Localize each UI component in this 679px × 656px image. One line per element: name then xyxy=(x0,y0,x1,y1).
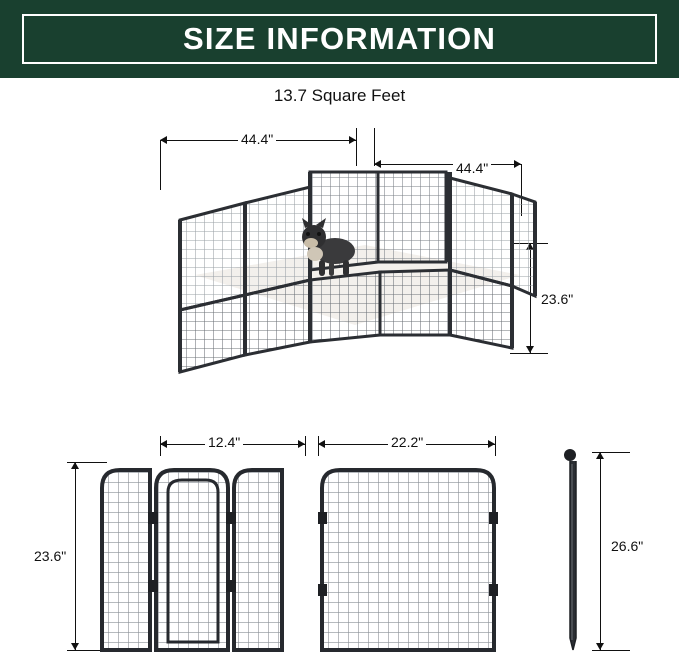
small-panel-width-arrow-left xyxy=(160,440,167,448)
top-right-width-label: 44.4" xyxy=(453,160,491,176)
page-title: SIZE INFORMATION xyxy=(182,21,497,56)
large-panel-width-arrow-right xyxy=(488,440,495,448)
small-panel-width-arrow-right xyxy=(298,440,305,448)
small-panel-width-label: 12.4" xyxy=(205,434,243,450)
subtitle-square-feet: 13.7 Square Feet xyxy=(273,86,406,105)
stake-height-arrow-down xyxy=(596,643,604,650)
top-left-width-label: 44.4" xyxy=(238,131,276,147)
large-panel-width-label: 22.2" xyxy=(388,434,426,450)
large-panel-width-arrow-left xyxy=(318,440,325,448)
playpen-panel-with-door-icon xyxy=(98,462,288,652)
top-height-label: 23.6" xyxy=(538,291,576,307)
top-left-width-arrow-left xyxy=(160,136,167,144)
stake-height-line xyxy=(600,452,601,650)
panel-height-arrow-down xyxy=(71,643,79,650)
panel-height-line xyxy=(75,462,76,650)
header-banner xyxy=(0,0,679,78)
panel-height-arrow-up xyxy=(71,462,79,469)
small-panel-width-tick-right xyxy=(305,436,306,456)
ground-stake-icon xyxy=(558,448,588,653)
section-divider xyxy=(0,418,679,419)
stake-height-label: 26.6" xyxy=(608,538,646,554)
dog-icon xyxy=(295,218,365,280)
large-panel-width-tick-right xyxy=(495,436,496,456)
top-left-width-arrow-right xyxy=(349,136,356,144)
stake-height-tick-bottom xyxy=(592,650,630,651)
stake-height-arrow-up xyxy=(596,452,604,459)
playpen-panel-icon xyxy=(318,462,498,652)
panel-height-label: 23.6" xyxy=(31,548,69,564)
header-banner-frame xyxy=(22,14,657,64)
